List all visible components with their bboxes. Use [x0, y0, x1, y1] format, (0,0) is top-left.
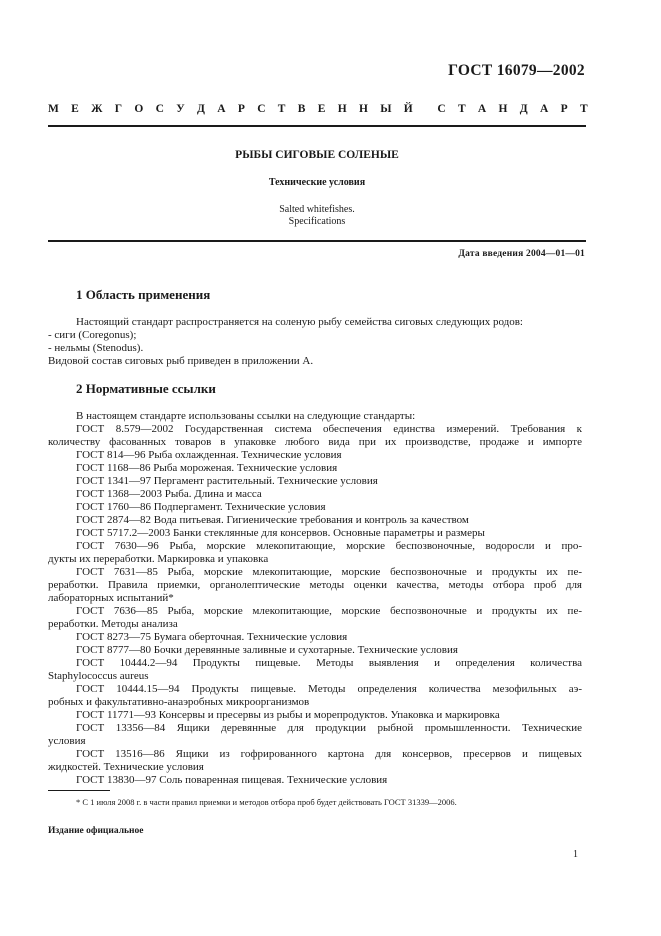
banner-letter: У [176, 103, 185, 115]
title-divider [48, 240, 586, 242]
banner-letter: С [437, 103, 446, 115]
paragraph-line: - сиги (Coregonus); [48, 329, 137, 341]
reference-line: реработки. Методы анализа [48, 618, 178, 630]
reference-line: ГОСТ 7636—85 Рыба, морские млекопитающие, морские беспозвоночные и продукты их пе- [76, 605, 582, 617]
reference-line: ГОСТ 814—96 Рыба охлажденная. Технические условия [76, 449, 342, 461]
reference-line: ГОСТ 1341—97 Пергамент растительный. Технические условия [76, 475, 378, 487]
banner-letter: Ы [380, 103, 392, 115]
page-number: 1 [573, 849, 578, 860]
gost-number: ГОСТ 16079—2002 [448, 62, 585, 79]
reference-line: ГОСТ 8777—80 Бочки деревянные заливные и сухотарные. Технические условия [76, 644, 458, 656]
reference-line: ГОСТ 2874—82 Вода питьевая. Гигиенические требования и контроль за качеством [76, 514, 469, 526]
reference-line: дукты их переработки. Маркировка и упаковка [48, 553, 269, 565]
footnote-divider [48, 790, 110, 791]
banner-letter: Д [519, 103, 528, 115]
banner-letter: Н [358, 103, 368, 115]
section-heading-scope: 1 Область применения [76, 287, 211, 302]
reference-line: количеству фасованных товаров в упаковке любого вида при их производстве, продаже и импорте [48, 436, 582, 448]
section-heading-references: 2 Нормативные ссылки [76, 381, 216, 396]
english-title: Salted whitefishes. [279, 204, 355, 215]
reference-line: ГОСТ 13830—97 Соль поваренная пищевая. Технические условия [76, 774, 388, 786]
reference-line: робных и факультативно-анаэробных микроорганизмов [48, 696, 310, 708]
paragraph-line: В настоящем стандарте использованы ссылки на следующие стандарты: [76, 410, 416, 422]
banner-letter: Т [457, 103, 466, 115]
banner-letter: Е [317, 103, 326, 115]
reference-line: реработки. Правила приемки, органолептические методы оценки качества, методы отбора проб для [48, 579, 582, 591]
banner-letter: А [217, 103, 226, 115]
document-subtitle: Технические условия [268, 177, 366, 188]
banner-letter: А [477, 103, 487, 115]
banner-letter: Н [337, 103, 347, 115]
banner-letter: О [134, 103, 144, 115]
banner-letter: Й [403, 103, 413, 115]
banner-letter: А [540, 103, 549, 115]
document-title: РЫБЫ СИГОВЫЕ СОЛЕНЫЕ [235, 149, 399, 161]
banner-letter: Д [197, 103, 205, 115]
paragraph-line: - нельмы (Stenodus). [48, 342, 144, 354]
interstate-standard-banner [48, 103, 588, 115]
reference-line: ГОСТ 1368—2003 Рыба. Длина и масса [76, 488, 262, 500]
edition-label: Издание официальное [48, 826, 144, 836]
banner-letter: Н [498, 103, 508, 115]
reference-line: условия [48, 735, 86, 747]
reference-line: ГОСТ 8.579—2002 Государственная система обеспечения единства измерений. Требования к [76, 423, 582, 435]
banner-letter: С [257, 103, 266, 115]
paragraph-line: Видовой состав сиговых рыб приведен в приложении А. [48, 355, 314, 367]
banner-letter: Е [71, 103, 79, 115]
reference-line: ГОСТ 1760—86 Подпергамент. Технические условия [76, 501, 326, 513]
reference-line: ГОСТ 8273—75 Бумага оберточная. Технические условия [76, 631, 348, 643]
banner-letter: Р [237, 103, 245, 115]
banner-letter: С [155, 103, 164, 115]
reference-line: ГОСТ 7631—85 Рыба, морские млекопитающие, морские беспозвоночные и продукты их пе- [76, 566, 582, 578]
effective-date: Дата введения 2004—01—01 [458, 249, 585, 259]
reference-line: ГОСТ 1168—86 Рыба мороженая. Технические условия [76, 462, 338, 474]
banner-letter: М [48, 103, 59, 115]
banner-letter: Р [560, 103, 568, 115]
reference-line: ГОСТ 5717.2—2003 Банки стеклянные для консервов. Основные параметры и размеры [76, 527, 485, 539]
banner-letter: Т [579, 103, 588, 115]
paragraph-line: Настоящий стандарт распространяется на соленую рыбу семейства сиговых следующих родов: [76, 316, 523, 328]
banner-letter: Г [114, 103, 123, 115]
reference-line: ГОСТ 10444.15—94 Продукты пищевые. Методы определения количества мезофильных аэ- [76, 683, 582, 695]
reference-line: Staphylococcus aureus [48, 670, 149, 682]
banner-letter: В [297, 103, 306, 115]
reference-line: ГОСТ 7630—96 Рыба, морские млекопитающие, морские беспозвоночные, водоросли и про- [76, 540, 582, 552]
reference-line: ГОСТ 10444.2—94 Продукты пищевые. Методы выявления и определения количества [76, 657, 582, 669]
reference-line: ГОСТ 13516—86 Ящики из гофрированного картона для консервов, пресервов и пищевых [76, 748, 582, 760]
banner-letter: Т [277, 103, 286, 115]
header-divider [48, 125, 586, 127]
footnote: * С 1 июля 2008 г. в части правил приемки и методов отбора проб будет действовать ГОСТ 31339—2006. [76, 797, 457, 807]
banner-letter: Ж [91, 103, 103, 115]
reference-line: ГОСТ 13356—84 Ящики деревянные для продукции рыбной промышленности. Технические [76, 722, 582, 734]
reference-line: жидкостей. Технические условия [48, 761, 204, 773]
reference-line: ГОСТ 11771—93 Консервы и пресервы из рыбы и морепродуктов. Упаковка и маркировка [76, 709, 500, 721]
reference-line: лабораторных испытаний* [48, 592, 174, 604]
english-subtitle: Specifications [288, 216, 346, 227]
